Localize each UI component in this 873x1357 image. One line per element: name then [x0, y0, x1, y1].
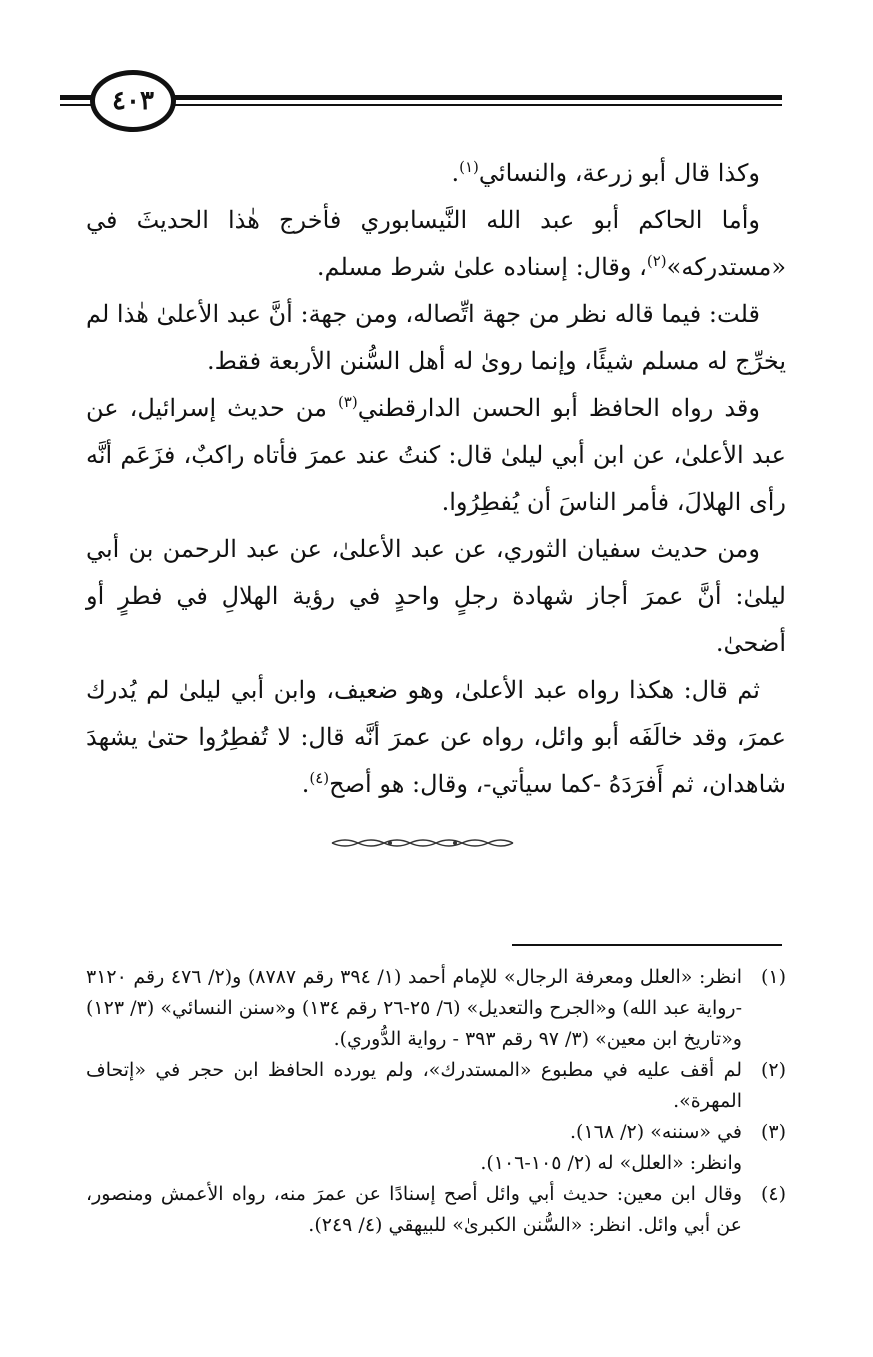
footnote-item: [86, 1117, 786, 1148]
footnote-item: [86, 1055, 786, 1117]
footnote-number: (٣): [760, 1121, 786, 1143]
footnote-text: انظر: «العلل ومعرفة الرجال» للإمام أحمد (١/ ٣٩٤ رقم ٨٧٨٧) و(٢/ ٤٧٦ رقم ٣١٢٠ -رواية عبد الله) و«الجرح والتعديل» (٦/ ٢٥-٢٦ رقم ١٣٤) و«سنن النسائي» (٣/ ١٢٣) و«تاريخ ابن معين» (٣/ ٩٧ رقم ٣٩٣ - رواية الدُّوري).: [86, 966, 743, 1050]
footnote-item: [86, 962, 786, 1055]
footnote-number: (٤): [760, 1183, 786, 1205]
paragraph: قلت: فيما قاله نظر من جهة اتِّصاله، ومن جهة: أنَّ عبد الأعلىٰ هٰذا لم يخرِّج له مسلم شيئًا، وإنما روىٰ له أهل السُّنن الأربعة فقط.: [86, 300, 786, 375]
footnote-ref[interactable]: (٤): [309, 769, 330, 787]
paragraph: وقد رواه الحافظ أبو الحسن الدارقطني$^{(٣)}$ من حديث إسرائيل، عن عبد الأعلىٰ، عن ابن أبي ليلىٰ قال: كنتُ عند عمرَ فأتاه راكبٌ، فزَعَم أنَّه رأى الهلالَ، فأمر الناسَ أن يُفطِرُوا.: [86, 393, 786, 516]
footnote-number: (١): [760, 966, 786, 988]
footnote-item: [86, 1179, 786, 1241]
main-text: [86, 150, 786, 808]
paragraph: وكذا قال أبو زرعة، والنسائي$^{(١)}$.: [451, 158, 760, 187]
footnote-text: لم أقف عليه في مطبوع «المستدرك»، ولم يورده الحافظ ابن حجر في «إتحاف المهرة».: [86, 1059, 742, 1112]
footnote-separator: [512, 944, 782, 946]
footnote-ref[interactable]: (١): [459, 158, 479, 176]
footnote-ref[interactable]: (٢): [646, 252, 667, 270]
page-number-text: ٤٠٣: [112, 86, 154, 116]
footnotes: [86, 962, 786, 1241]
footnote-text: وقال ابن معين: حديث أبي وائل أصح إسنادًا عن عمرَ منه، رواه الأعمش ومنصور، عن أبي وائل. انظر: «السُّنن الكبرىٰ» للبيهقي (٤/ ٢٤٩).: [86, 1183, 742, 1236]
paragraph: ثم قال: هكذا رواه عبد الأعلىٰ، وهو ضعيف، وابن أبي ليلىٰ لم يُدرك عمرَ، وقد خالَفَه أبو وائل، رواه عن عمرَ أنَّه قال: لا تُفطِرُوا حتىٰ يشهدَ شاهدان، ثم أَفرَدَهُ -كما سيأتي-، وقال: هو أصح$^{(٤)}$.: [86, 676, 786, 798]
footnote-text: في «سننه» (٢/ ١٦٨).: [570, 1121, 742, 1143]
footnote-ref[interactable]: (٣): [337, 393, 358, 411]
paragraph: وأما الحاكم أبو عبد الله النَّيسابوري فأخرج هٰذا الحديثَ في «مستدركه»$^{(٢)}$، وقال: إسناده علىٰ شرط مسلم.: [86, 206, 786, 281]
page-number: [90, 70, 176, 132]
footnote-continuation: وانظر: «العلل» له (٢/ ١٠٥-١٠٦).: [480, 1152, 742, 1174]
paragraph: ومن حديث سفيان الثوري، عن عبد الأعلىٰ، عن عبد الرحمن بن أبي ليلىٰ: أنَّ عمرَ أجاز شهادة رجلٍ واحدٍ في رؤية الهلالِ في فطرٍ أو أضحىٰ.: [86, 535, 786, 657]
ornament-divider-icon: [330, 836, 515, 850]
footnote-number: (٢): [760, 1059, 786, 1081]
